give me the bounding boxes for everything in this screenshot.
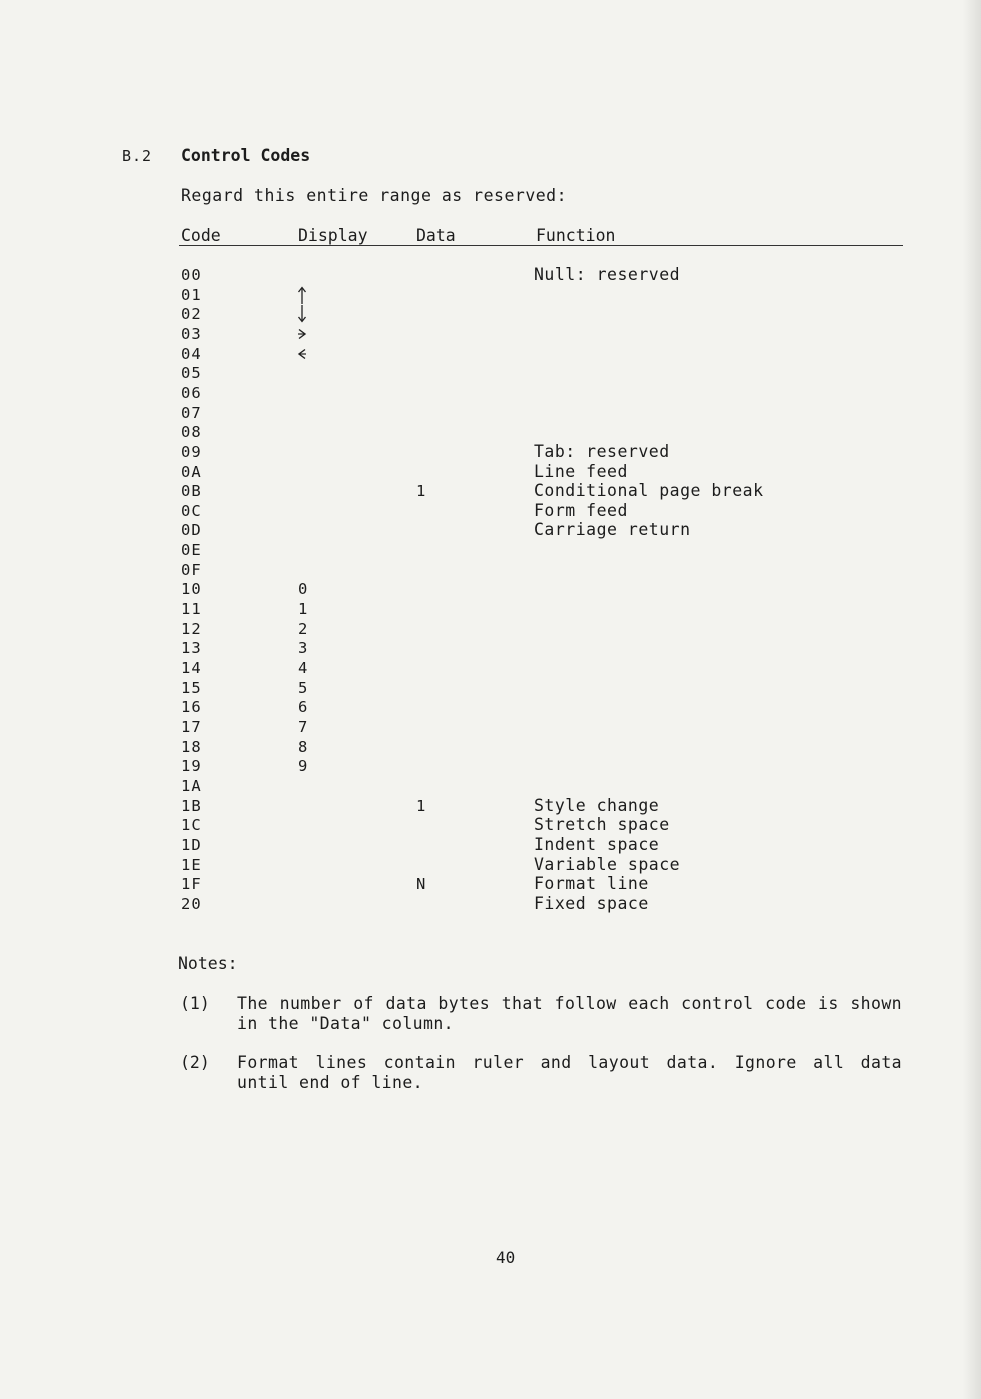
row-code: 17 — [181, 717, 202, 736]
table-row — [0, 344, 981, 364]
row-code: 11 — [181, 600, 202, 619]
row-function: Fixed space — [534, 893, 649, 913]
note-text: Format lines contain ruler and layout data. Ignore all data until end of line. — [237, 1053, 902, 1092]
table-row — [0, 501, 981, 521]
row-code: 07 — [181, 403, 202, 422]
row-display: 0 — [298, 580, 308, 599]
row-function: Null: reserved — [534, 265, 681, 284]
table-row — [0, 442, 981, 462]
row-code: 1C — [181, 816, 202, 835]
row-code: 0A — [181, 462, 202, 481]
row-code: 0B — [181, 482, 202, 501]
section-number: B.2 — [122, 147, 153, 165]
notes-label: Notes: — [178, 954, 238, 973]
table-row — [0, 815, 981, 835]
header-rule — [179, 245, 903, 246]
table-row — [0, 285, 981, 305]
row-data: N — [416, 875, 426, 894]
row-code: 10 — [181, 580, 202, 599]
row-code: 1F — [181, 875, 202, 894]
row-display: 6 — [298, 698, 308, 717]
row-function: Indent space — [534, 834, 660, 854]
row-data: 1 — [416, 482, 426, 501]
row-code: 15 — [181, 678, 202, 697]
row-function: Carriage return — [534, 520, 691, 540]
table-row — [0, 599, 981, 619]
table-row — [0, 835, 981, 855]
row-code: 06 — [181, 383, 202, 402]
row-code: 16 — [181, 698, 202, 717]
table-row — [0, 776, 981, 796]
table-row — [0, 894, 981, 914]
table-row — [0, 756, 981, 776]
table-row — [0, 363, 981, 383]
table-row — [0, 638, 981, 658]
table-row — [0, 462, 981, 482]
table-row — [0, 422, 981, 442]
row-code: 1E — [181, 855, 202, 874]
row-code: 13 — [181, 639, 202, 658]
table-row — [0, 658, 981, 678]
header-display: Display — [298, 226, 368, 245]
table-row — [0, 619, 981, 639]
row-code: 02 — [181, 305, 202, 324]
row-display: 1 — [298, 600, 308, 619]
row-code: 20 — [181, 894, 202, 913]
row-code: 00 — [181, 266, 202, 284]
table-row — [0, 481, 981, 501]
page-number: 40 — [496, 1248, 516, 1267]
row-code: 05 — [181, 364, 202, 383]
arrow-left-icon — [294, 344, 310, 364]
row-function: Style change — [534, 795, 660, 815]
table-row — [0, 579, 981, 599]
row-display: 8 — [298, 737, 308, 756]
row-code: 04 — [181, 344, 202, 363]
row-code: 09 — [181, 442, 202, 461]
note-text: The number of data bytes that follow each control code is shown in the "Data" column. — [237, 994, 902, 1033]
row-display: 4 — [298, 659, 308, 677]
row-code: 12 — [181, 619, 202, 638]
table-row — [0, 697, 981, 717]
row-code: 0F — [181, 560, 202, 579]
row-display: 3 — [298, 639, 308, 658]
row-function: Variable space — [534, 854, 681, 874]
row-function: Line feed — [534, 461, 628, 481]
table-row — [0, 717, 981, 737]
arrow-down-icon — [294, 305, 310, 325]
intro-text: Regard this entire range as reserved: — [181, 186, 568, 205]
table-row — [0, 265, 981, 285]
arrow-right-icon — [294, 324, 310, 344]
table-row — [0, 324, 981, 344]
row-function: Conditional page break — [534, 481, 764, 501]
table-row — [0, 855, 981, 875]
row-display: 2 — [298, 619, 308, 638]
table-row — [0, 874, 981, 894]
table-row — [0, 304, 981, 324]
table-row — [0, 796, 981, 816]
row-code: 0D — [181, 521, 202, 540]
table-row — [0, 520, 981, 540]
table-row — [0, 560, 981, 580]
note-item — [180, 1053, 900, 1093]
row-code: 01 — [181, 285, 202, 304]
header-code: Code — [181, 226, 221, 245]
row-code: 19 — [181, 757, 202, 776]
row-code: 03 — [181, 324, 202, 343]
row-function: Form feed — [534, 500, 628, 520]
row-data: 1 — [416, 796, 426, 815]
row-code: 1D — [181, 835, 202, 854]
note-item — [180, 994, 900, 1034]
row-function: Stretch space — [534, 815, 670, 835]
row-display: 5 — [298, 678, 308, 697]
row-function: Tab: reserved — [534, 441, 670, 461]
header-data: Data — [416, 226, 456, 245]
table-row — [0, 403, 981, 423]
row-code: 18 — [181, 737, 202, 756]
row-code: 14 — [181, 659, 202, 677]
row-code: 1B — [181, 796, 202, 815]
row-code: 0E — [181, 541, 202, 560]
row-code: 1A — [181, 776, 202, 795]
note-number: (1) — [180, 994, 210, 1013]
row-code: 0C — [181, 501, 202, 520]
table-row — [0, 737, 981, 757]
arrow-up-icon — [294, 285, 310, 305]
header-function: Function — [536, 226, 616, 245]
table-row — [0, 678, 981, 698]
row-function: Format line — [534, 874, 649, 894]
table-row — [0, 540, 981, 560]
section-title: Control Codes — [181, 146, 311, 165]
row-display: 9 — [298, 757, 308, 776]
table-row — [0, 383, 981, 403]
note-number: (2) — [180, 1053, 210, 1072]
row-display: 7 — [298, 717, 308, 736]
row-code: 08 — [181, 423, 202, 442]
